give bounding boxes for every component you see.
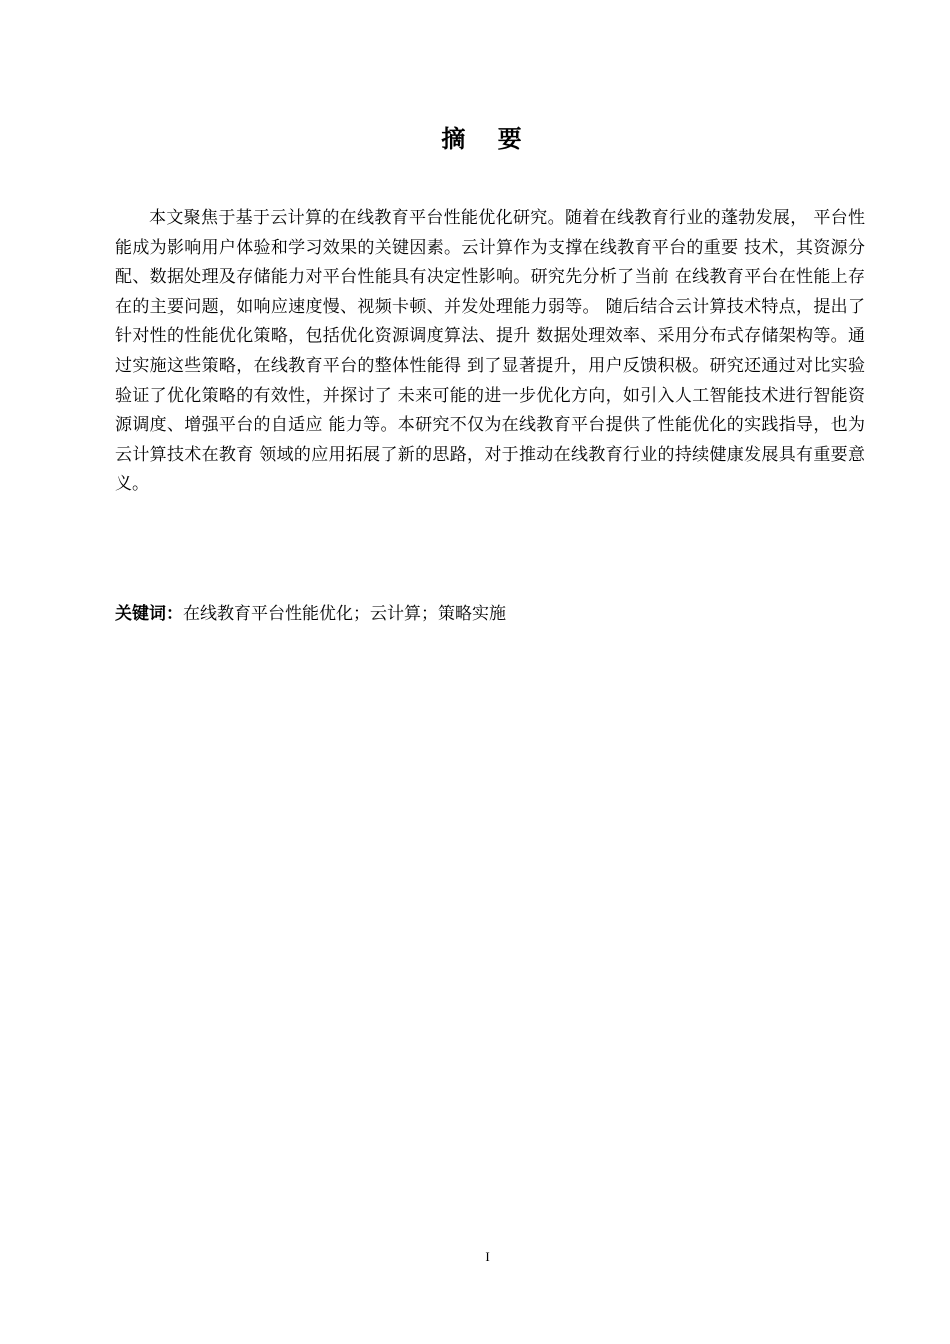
abstract-title: 摘 要: [441, 124, 534, 153]
keywords-value: 在线教育平台性能优化；云计算；策略实施: [183, 604, 506, 624]
abstract-body: 本文聚焦于基于云计算的在线教育平台性能优化研究。随着在线教育行业的蓬勃发展， 平台性能成为影响用户体验和学习效果的关键因素。云计算作为支撑在线教育平台的重要 技术，其资源分配、数据处理及存储能力对平台性能具有决定性影响。研究先分析了当前 在线教育平台在性能上存在的主要问题，如响应速度慢、视频卡顿、并发处理能力弱等。 随后结合云计算技术特点，提出了针对性的性能优化策略，包括优化资源调度算法、提升 数据处理效率、采用分布式存储架构等。通过实施这些策略，在线教育平台的整体性能得 到了显著提升，用户反馈积极。研究还通过对比实验验证了优化策略的有效性，并探讨了 未来可能的进一步优化方向，如引入人工智能技术进行智能资源调度、增强平台的自适应 能力等。本研究不仅为在线教育平台提供了性能优化的实践指导，也为云计算技术在教育 领域的应用拓展了新的思路，对于推动在线教育行业的持续健康发展具有重要意义。: [115, 208, 865, 495]
keywords-label: 关键词：: [115, 604, 183, 624]
page-number: I: [485, 1249, 490, 1264]
keywords-line: [115, 601, 865, 627]
